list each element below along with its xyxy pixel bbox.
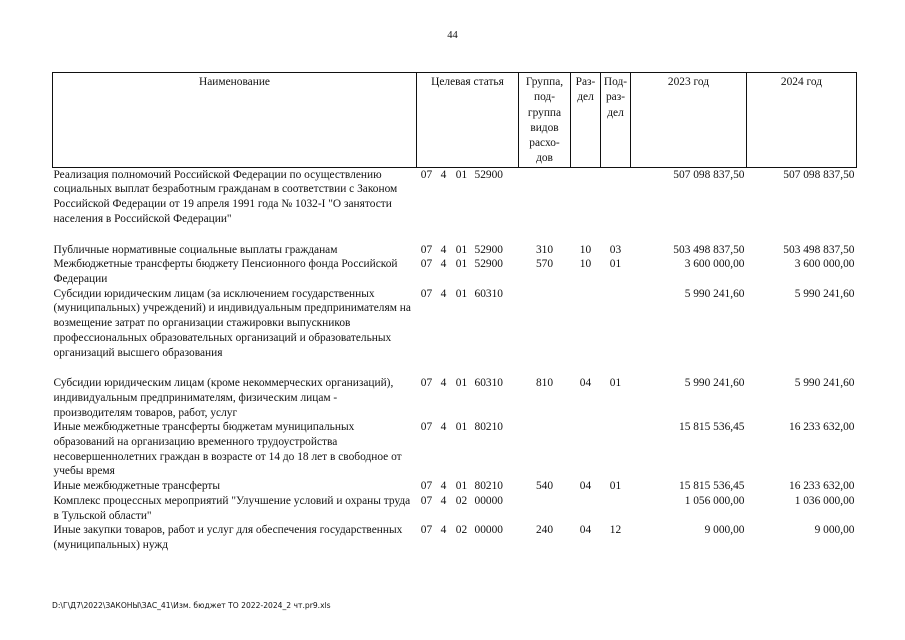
table-row [53, 479, 857, 494]
target-part-4: 80210 [474, 480, 503, 493]
row-name: Иные межбюджетные трансферты бюджетам муниципальных образований на организацию временного трудоустройства несовершеннолетних граждан в возрасте от 14 до 18 лет в свободное от учебы время [53, 421, 402, 478]
target-part-4: 52900 [474, 168, 503, 181]
header-section-line: дел [577, 91, 594, 104]
expense-group-code [519, 167, 571, 242]
amount-2024: 16 233 632,00 [789, 421, 855, 434]
header-year-2024: 2024 год [747, 73, 857, 168]
subsection-code [601, 287, 631, 377]
target-part-4: 80210 [474, 421, 503, 434]
expense-group-code: 240 [535, 524, 554, 537]
amount-2024: 1 036 000,00 [794, 494, 855, 507]
table-header-row [53, 73, 857, 168]
target-part-2: 4 [440, 377, 447, 390]
target-part-3: 02 [455, 524, 468, 537]
section-code [571, 420, 601, 479]
target-part-3: 01 [455, 168, 468, 181]
header-year-2023: 2023 год [631, 73, 747, 168]
section-code: 04 [579, 480, 592, 493]
header-subsection-line: Под- [603, 76, 628, 88]
amount-2024: 3 600 000,00 [794, 258, 855, 271]
target-part-1: 07 [420, 421, 433, 434]
expense-group-code [519, 287, 571, 377]
section-code [571, 494, 601, 523]
subsection-code: 01 [609, 377, 622, 390]
subsection-code: 03 [609, 243, 622, 256]
section-code [571, 167, 601, 242]
target-part-1: 07 [420, 287, 433, 300]
expense-group-code [519, 420, 571, 479]
amount-2024: 5 990 241,60 [794, 287, 855, 300]
table-row [53, 523, 857, 552]
page-number: 44 [447, 30, 458, 41]
target-part-4: 60310 [474, 377, 503, 390]
amount-2023: 5 990 241,60 [684, 377, 745, 390]
target-part-3: 01 [455, 258, 468, 271]
file-path-footer: D:\Г\Д7\2022\ЗАКОНЫ\ЗАС_41\Изм. бюджет ТО 2022-2024_2 чт.pr9.xls [52, 601, 331, 610]
target-part-1: 07 [420, 243, 433, 256]
header-section [571, 73, 601, 168]
table-body [53, 167, 857, 552]
amount-2024: 9 000,00 [814, 524, 855, 537]
target-part-2: 4 [440, 524, 447, 537]
row-name: Межбюджетные трансферты бюджету Пенсионного фонда Российской Федерации [53, 258, 398, 285]
table-row [53, 420, 857, 479]
target-part-2: 4 [440, 168, 447, 181]
header-group-line: Группа, [525, 76, 564, 88]
target-part-3: 01 [455, 243, 468, 256]
header-subsection [601, 73, 631, 168]
target-part-4: 52900 [474, 258, 503, 271]
table-row [53, 287, 857, 377]
subsection-code: 01 [609, 480, 622, 493]
table-row [53, 494, 857, 523]
amount-2023: 9 000,00 [704, 524, 745, 537]
table-row [53, 167, 857, 242]
expense-group-code: 570 [535, 258, 554, 271]
amount-2023: 507 098 837,50 [673, 168, 745, 181]
expense-group-code [519, 494, 571, 523]
section-code [571, 287, 601, 377]
target-part-3: 01 [455, 480, 468, 493]
target-part-1: 07 [420, 258, 433, 271]
target-part-3: 02 [455, 494, 468, 507]
target-part-1: 07 [420, 494, 433, 507]
subsection-code: 01 [609, 258, 622, 271]
target-part-4: 60310 [474, 287, 503, 300]
header-group-line: под- [533, 91, 556, 104]
target-part-4: 52900 [474, 243, 503, 256]
header-group-line: видов [530, 121, 559, 134]
target-part-2: 4 [440, 421, 447, 434]
section-code: 04 [579, 524, 592, 537]
subsection-code [601, 420, 631, 479]
target-part-2: 4 [440, 480, 447, 493]
row-name: Субсидии юридическим лицам (кроме некоммерческих организаций), индивидуальным предпринимателям, физическим лицам - производителям товаров, работ, услуг [53, 377, 394, 419]
table-row [53, 243, 857, 258]
target-part-1: 07 [420, 480, 433, 493]
amount-2023: 1 056 000,00 [684, 494, 745, 507]
row-name: Реализация полномочий Российской Федерации по осуществлению социальных выплат безработным гражданам в соответствии с Законом Российской Федерации от 19 апреля 1991 года № 1032-I "О занятости населения в Российской Федерации" [53, 168, 398, 225]
header-target-article: Целевая статья [417, 73, 519, 168]
target-part-2: 4 [440, 243, 447, 256]
header-group-line: дов [536, 152, 553, 165]
header-section-line: Раз- [575, 76, 596, 88]
target-part-2: 4 [440, 287, 447, 300]
amount-2023: 15 815 536,45 [679, 480, 745, 493]
target-part-1: 07 [420, 377, 433, 390]
row-name: Иные межбюджетные трансферты [53, 480, 221, 493]
target-part-1: 07 [420, 524, 433, 537]
amount-2023: 5 990 241,60 [684, 287, 745, 300]
target-part-2: 4 [440, 494, 447, 507]
header-name: Наименование [53, 73, 417, 168]
header-group-line: расхо- [529, 137, 560, 150]
section-code: 10 [579, 243, 592, 256]
target-part-3: 01 [455, 377, 468, 390]
budget-table [52, 72, 857, 553]
target-part-3: 01 [455, 287, 468, 300]
row-name: Иные закупки товаров, работ и услуг для обеспечения государственных (муниципальных) нужд [53, 524, 403, 551]
amount-2024: 5 990 241,60 [794, 377, 855, 390]
target-part-2: 4 [440, 258, 447, 271]
header-subsection-line: дел [607, 106, 624, 119]
expense-group-code: 810 [535, 377, 554, 390]
subsection-code: 12 [609, 524, 622, 537]
target-part-3: 01 [455, 421, 468, 434]
header-expense-group [519, 73, 571, 168]
table-row [53, 257, 857, 286]
amount-2024: 16 233 632,00 [789, 480, 855, 493]
amount-2023: 3 600 000,00 [684, 258, 745, 271]
amount-2023: 15 815 536,45 [679, 421, 745, 434]
subsection-code [601, 494, 631, 523]
section-code: 04 [579, 377, 592, 390]
header-subsection-line: раз- [605, 91, 626, 104]
target-part-4: 00000 [474, 494, 503, 507]
section-code: 10 [579, 258, 592, 271]
expense-group-code: 310 [535, 243, 554, 256]
subsection-code [601, 167, 631, 242]
amount-2023: 503 498 837,50 [673, 243, 745, 256]
row-name: Субсидии юридическим лицам (за исключением государственных (муниципальных) учреждений) и индивидуальным предпринимателям на возмещение затрат по организации стажировки выпускников профессиональных образовательных организаций и образовательных организаций высшего образования [53, 287, 411, 359]
row-name: Публичные нормативные социальные выплаты гражданам [53, 243, 338, 256]
amount-2024: 503 498 837,50 [783, 243, 855, 256]
header-group-line: группа [527, 106, 562, 119]
expense-group-code: 540 [535, 480, 554, 493]
table-row [53, 376, 857, 420]
target-part-1: 07 [420, 168, 433, 181]
amount-2024: 507 098 837,50 [783, 168, 855, 181]
row-name: Комплекс процессных мероприятий "Улучшение условий и охраны труда в Тульской области" [53, 494, 411, 522]
target-part-4: 00000 [474, 524, 503, 537]
